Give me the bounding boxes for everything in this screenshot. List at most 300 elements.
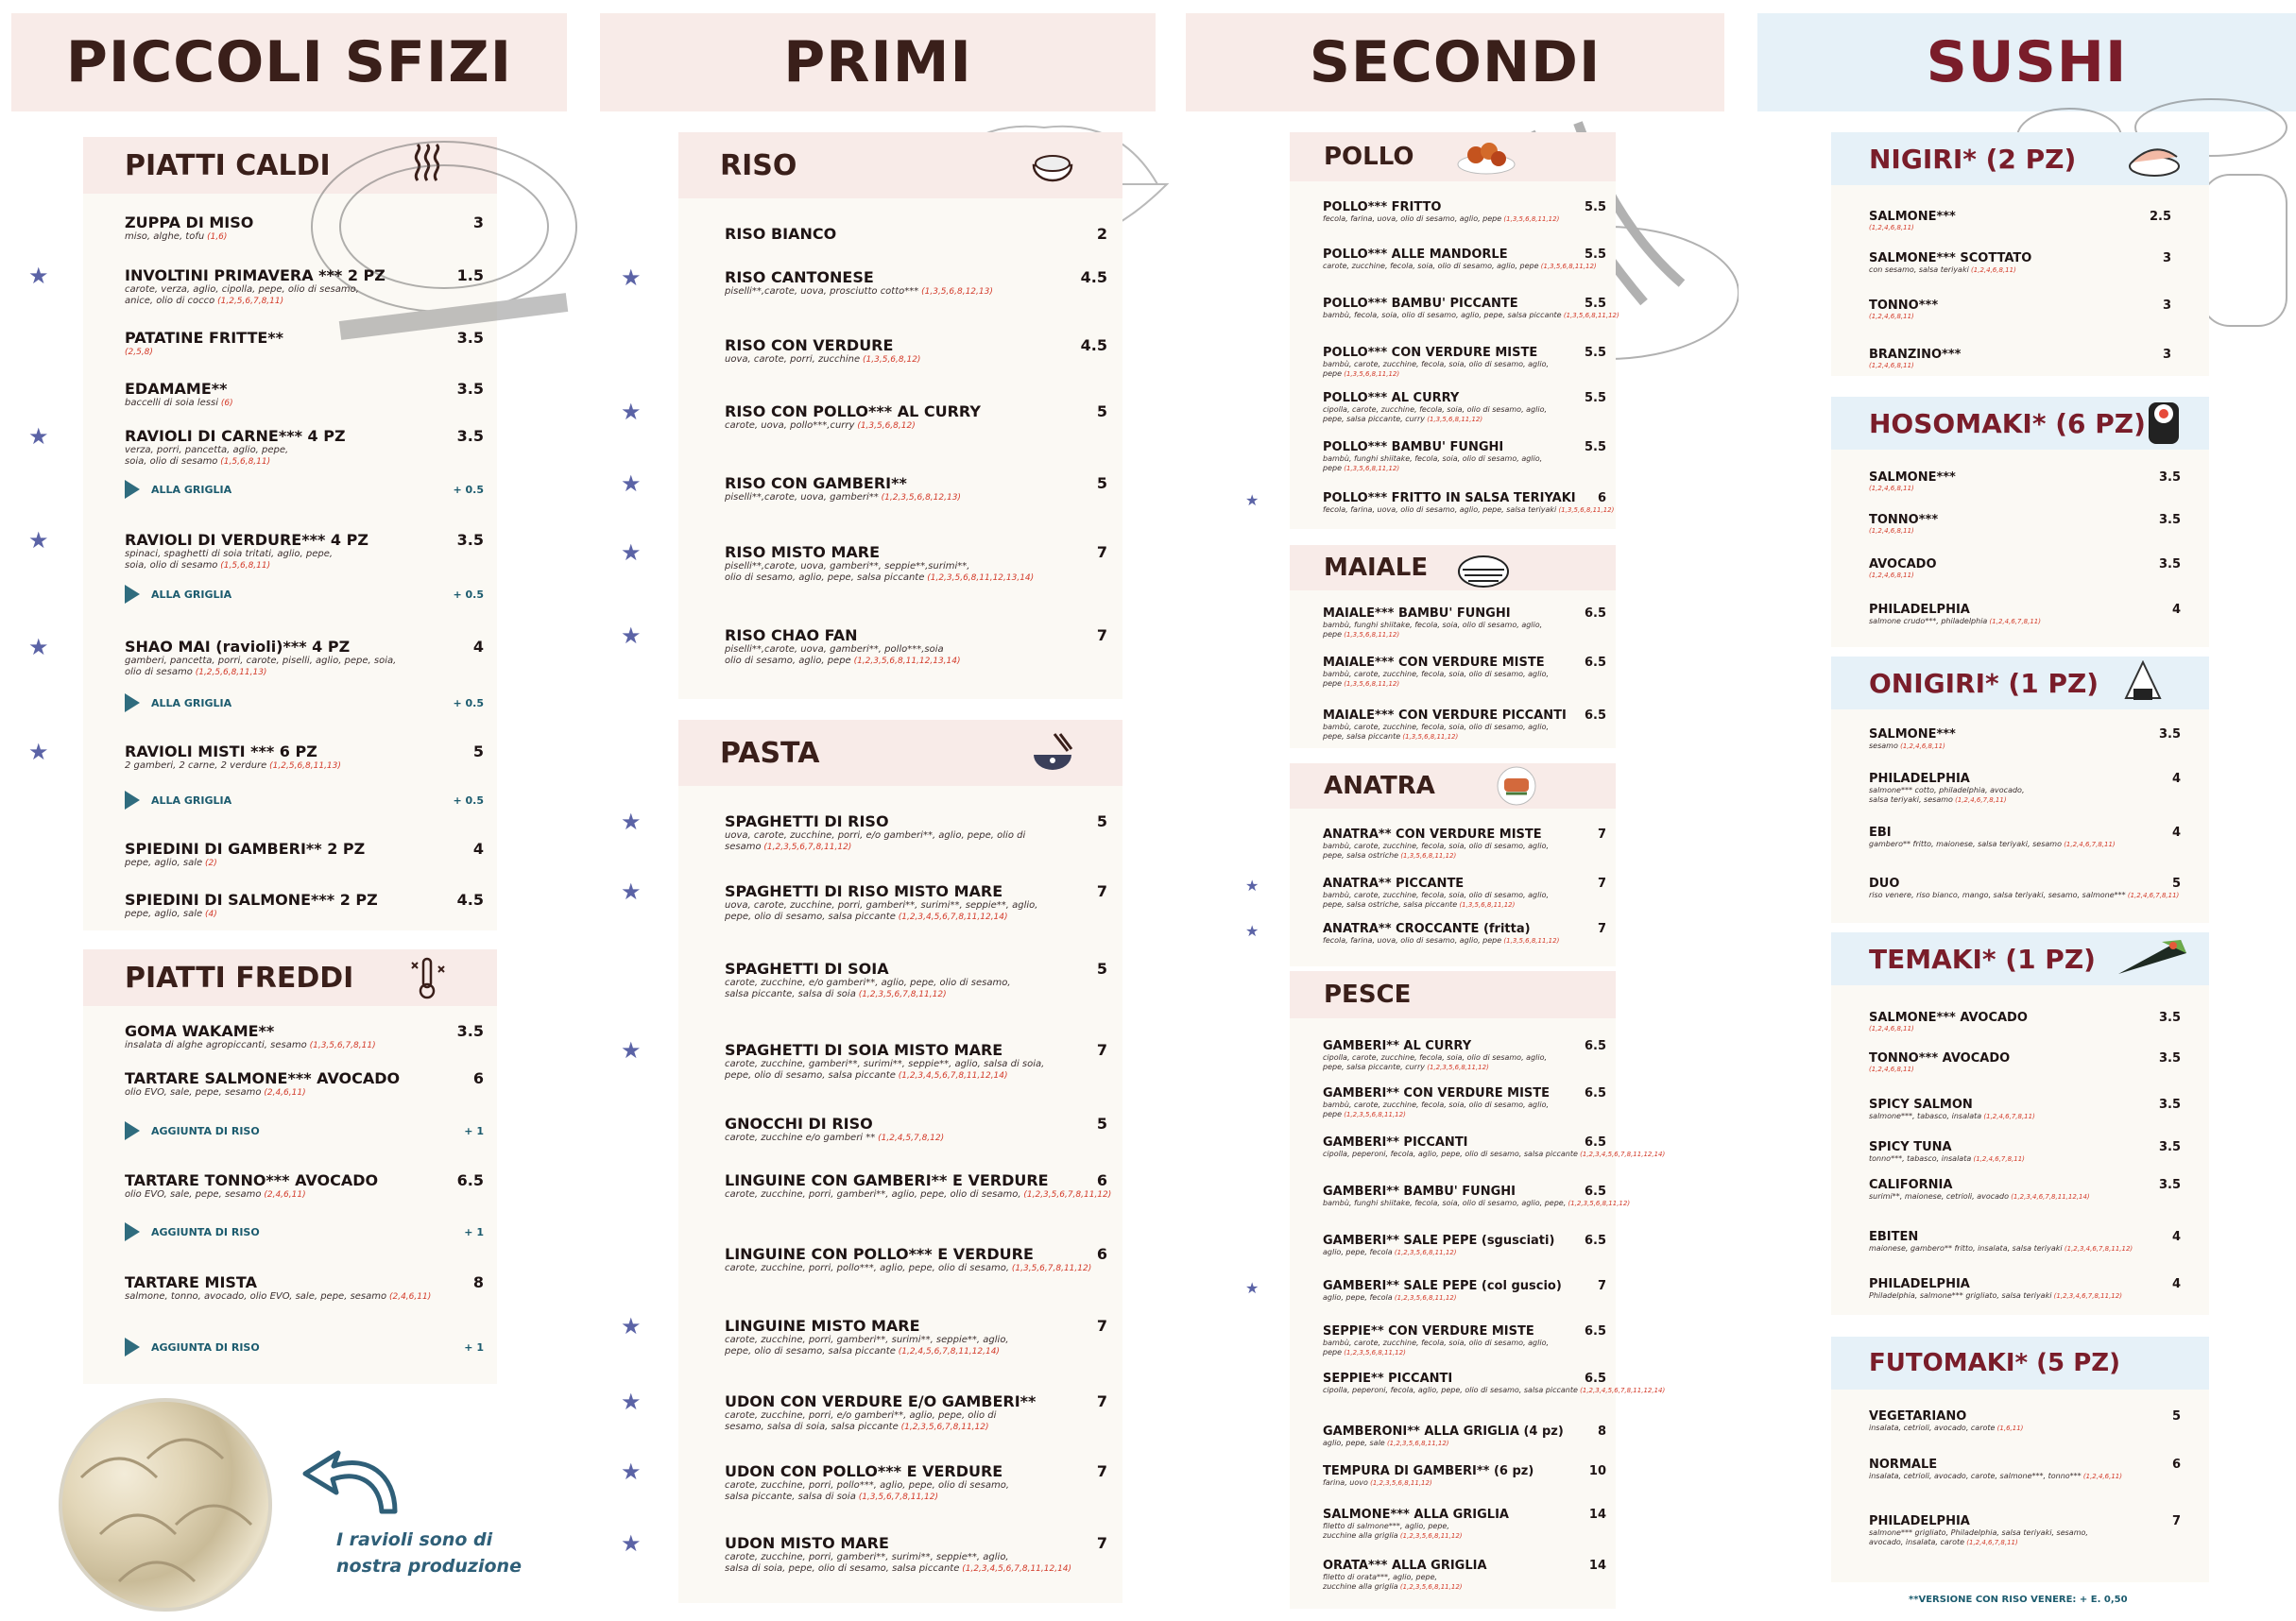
item-price: 6.5: [1584, 1372, 1606, 1386]
menu-item: [1323, 922, 1606, 946]
menu-item: [1323, 1372, 1666, 1395]
section-header-hosomaki: [1831, 397, 2209, 450]
item-description: carote, zucchine, fecola, soia, olio di sesamo, aglio, pepe (1,3,5,6,8,11,12): [1323, 262, 1597, 270]
section-header-pasta: [678, 720, 1122, 786]
item-allergens: (1,2,3,5,6,8,11,12): [1397, 1532, 1463, 1540]
item-price: 14: [1588, 1559, 1606, 1573]
item-price: 7: [1096, 1317, 1107, 1335]
item-price: 8: [472, 1273, 484, 1291]
column-title-sushi: SUSHI: [1757, 13, 2296, 111]
menu-item: [125, 329, 484, 358]
item-name: EDAMAME**: [125, 380, 228, 398]
item-name: SPIEDINI DI GAMBERI** 2 PZ: [125, 840, 366, 858]
menu-item: [725, 1317, 1107, 1357]
item-price: 3.5: [2158, 1011, 2181, 1025]
item-description: carote, zucchine, porri, pollo***, aglio, pepe, olio di sesamo, (1,3,5,6,7,8,11,12): [725, 1263, 1092, 1273]
favorite-star-icon: ★: [621, 1530, 642, 1557]
menu-item: [725, 1171, 1112, 1201]
item-description-line2: pepe (1,3,5,6,8,11,12): [1323, 369, 1400, 378]
item-description: piselli**,carote, uova, gamberi**, seppie**,surimi**,: [725, 561, 970, 572]
item-description-line2: zucchine alla griglia (1,2,3,5,6,8,11,12): [1323, 1531, 1463, 1540]
hosomaki-icon: [2145, 401, 2183, 446]
item-name: GNOCCHI DI RISO: [725, 1115, 873, 1133]
item-description-line2: pepe, salsa piccante (1,3,5,6,8,11,12): [1323, 732, 1459, 741]
extra-label: AGGIUNTA DI RISO: [151, 1340, 260, 1354]
extra-price: + 1: [464, 1341, 484, 1354]
item-name: PATATINE FRITTE**: [125, 329, 284, 347]
item-allergens: (1,2,3,5,6,8,11,12): [1392, 1249, 1457, 1256]
menu-item: [725, 1245, 1107, 1274]
favorite-star-icon: ★: [621, 1389, 642, 1415]
favorite-star-icon: ★: [1245, 491, 1259, 509]
menu-item: [1323, 606, 1606, 640]
item-description-line2: pepe (1,3,5,6,8,11,12): [1323, 630, 1400, 639]
item-description-line2: avocado, insalata, carote (1,2,4,6,7,8,11): [1869, 1538, 2018, 1546]
nigiri-icon: [2126, 136, 2183, 181]
item-allergens: (2,4,6,11): [261, 1190, 306, 1200]
item-description: aglio, pepe, fecola (1,2,3,5,6,8,11,12): [1323, 1248, 1457, 1256]
item-allergens: (1,6): [204, 232, 228, 242]
favorite-star-icon: ★: [621, 879, 642, 905]
rice-bowl-icon: [1030, 143, 1075, 188]
item-name: NORMALE: [1869, 1458, 1938, 1472]
favorite-star-icon: ★: [621, 399, 642, 425]
menu-item: [1323, 297, 1619, 320]
item-description: 2 gamberi, 2 carne, 2 verdure (1,2,5,6,8,11,13): [125, 760, 341, 771]
curved-arrow-icon: [300, 1445, 404, 1521]
item-description-line2: soia, olio di sesamo (1,5,6,8,11): [125, 456, 271, 467]
section-title: PIATTI FREDDI: [125, 961, 354, 995]
item-price: 6.5: [1584, 1086, 1606, 1101]
item-name: POLLO*** FRITTO: [1323, 200, 1442, 214]
item-name: CALIFORNIA: [1869, 1178, 1953, 1192]
extra-price: + 1: [464, 1125, 484, 1137]
menu-item: [1869, 348, 2171, 370]
item-allergens: (1,2,3,5,6,7,8,11,12): [898, 1423, 989, 1432]
menu-item: [725, 960, 1107, 1000]
item-description-line2: pepe (1,2,3,5,6,8,11,12): [1323, 1348, 1406, 1357]
item-price: 6.5: [1584, 606, 1606, 621]
item-price: 3.5: [2158, 1051, 2181, 1066]
item-name: UDON MISTO MARE: [725, 1534, 889, 1552]
item-allergens: (1,2,4,6,7,8,11): [2125, 892, 2180, 899]
menu-item: [1323, 1279, 1606, 1303]
section-header-pesce: [1290, 971, 1616, 1018]
item-description-line2: pepe, salsa piccante, curry (1,2,3,5,6,8,11,12): [1323, 1063, 1489, 1071]
column-title-piccoli-sfizi: PICCOLI SFIZI: [11, 13, 567, 111]
panel-temaki: [1831, 932, 2209, 1315]
favorite-star-icon: ★: [621, 1313, 642, 1339]
menu-item: [1869, 772, 2181, 805]
item-description-line2: sesamo (1,2,3,5,6,7,8,11,12): [725, 842, 852, 852]
menu-item: [1323, 491, 1615, 515]
item-description: piselli**,carote, uova, gamberi** (1,2,3,5,6,8,12,13): [725, 492, 961, 503]
item-price: 6.5: [1584, 1324, 1606, 1339]
item-price: 5: [1096, 960, 1107, 978]
section-title: TEMAKI* (1 PZ): [1869, 943, 2096, 975]
menu-item: [125, 213, 484, 243]
item-description: baccelli di soia lessi (6): [125, 398, 233, 408]
item-allergens: (1,3,5,6,7,8,11): [306, 1041, 376, 1050]
item-price: 3.5: [456, 329, 484, 347]
menu-item: [125, 531, 484, 572]
item-allergens: (1,2,4,6,7,8,11): [1981, 1113, 2035, 1120]
item-name: RISO CON POLLO*** AL CURRY: [725, 402, 981, 420]
item-name: POLLO*** FRITTO IN SALSA TERIYAKI: [1323, 491, 1576, 505]
menu-item: [1869, 603, 2181, 626]
item-allergens: (1,2,3,4,6,7,8,11,12): [2051, 1292, 2122, 1300]
item-description: carote, uova, pollo***,curry (1,3,5,6,8,12): [725, 420, 916, 431]
item-description: bambù, funghi shiitake, fecola, soia, olio di sesamo, aglio, pepe, (1,2,3,5,6,8,11,12): [1323, 1199, 1631, 1207]
item-name: ZUPPA DI MISO: [125, 213, 254, 231]
item-name: PHILADELPHIA: [1869, 603, 1970, 617]
item-name: RISO CHAO FAN: [725, 626, 858, 644]
item-description: bambù, carote, zucchine, fecola, soia, olio di sesamo, aglio,: [1323, 670, 1550, 678]
menu-item: [1869, 1098, 2181, 1121]
item-allergens: (1,2,5,6,8,11,13): [266, 761, 341, 771]
item-description: carote, zucchine e/o gamberi ** (1,2,4,5,7,8,12): [725, 1133, 945, 1143]
item-price: 3.5: [456, 1022, 484, 1040]
item-name: EBITEN: [1869, 1230, 1919, 1244]
item-name: TARTARE MISTA: [125, 1273, 257, 1291]
item-allergens: (1,3,5,6,8,11,12): [1425, 416, 1483, 423]
favorite-star-icon: ★: [1245, 1279, 1259, 1297]
item-allergens: (1,2,4,6,7,8,11): [1964, 1539, 2018, 1546]
item-allergens: (2,4,6,11): [386, 1292, 432, 1302]
menu-item: [725, 1115, 1107, 1144]
item-description: con sesamo, salsa teriyaki (1,2,4,6,8,11): [1869, 265, 2016, 274]
section-header-futomaki: [1831, 1337, 2209, 1390]
item-description: bambù, carote, zucchine, fecola, soia, olio di sesamo, aglio,: [1323, 723, 1550, 731]
item-description: aglio, pepe, sale (1,2,3,5,6,8,11,12): [1323, 1439, 1449, 1447]
item-description-line2: soia, olio di sesamo (1,5,6,8,11): [125, 560, 271, 571]
section-header-piatti-freddi: [83, 949, 497, 1006]
item-description: filetto di orata***, aglio, pepe,: [1323, 1573, 1438, 1581]
item-price: 7: [1096, 1041, 1107, 1059]
item-price: 5: [2171, 1409, 2181, 1424]
item-description: olio EVO, sale, pepe, sesamo (2,4,6,11): [125, 1189, 306, 1200]
footnote-riso-venere: **VERSIONE CON RISO VENERE: + E. 0,50: [1909, 1595, 2128, 1605]
item-price: 3.5: [456, 380, 484, 398]
item-price: 5.5: [1584, 346, 1606, 360]
item-description-line2: sesamo, salsa di soia, salsa piccante (1,2,3,5,6,7,8,11,12): [725, 1422, 989, 1432]
section-header-maiale: [1290, 545, 1616, 590]
item-allergens: (1,2,3,5,6,8,11,12): [1342, 1111, 1406, 1118]
grill-option: [125, 585, 231, 604]
item-description-line2: pepe, salsa ostriche (1,3,5,6,8,11,12): [1323, 851, 1457, 860]
item-price: 6.5: [1584, 656, 1606, 670]
menu-item: [125, 742, 484, 772]
item-description-line2: pepe, salsa piccante, curry (1,3,5,6,8,11,12): [1323, 415, 1483, 423]
item-price: 7: [1096, 1534, 1107, 1552]
item-price: 7: [1597, 1279, 1606, 1293]
favorite-star-icon: ★: [621, 809, 642, 835]
item-name: SALMONE*** AVOCADO: [1869, 1011, 2028, 1025]
item-allergens: (1,3,5,6,8,11,12): [1400, 733, 1459, 741]
item-price: 7: [1597, 922, 1606, 936]
menu-item: [1323, 828, 1606, 861]
item-description: bambù, carote, zucchine, fecola, soia, olio di sesamo, aglio,: [1323, 842, 1550, 850]
temaki-icon: [2115, 936, 2190, 981]
item-allergens: (1,2,3,4,5,6,7,8,11,12,14): [1577, 1387, 1666, 1394]
item-description: carote, verza, aglio, cipolla, pepe, olio di sesamo,: [125, 284, 359, 295]
item-allergens: (1,3,5,6,8,11,12): [1556, 506, 1615, 514]
item-name: LINGUINE MISTO MARE: [725, 1317, 920, 1335]
menu-item: [1323, 1425, 1606, 1448]
section-title: HOSOMAKI* (6 PZ): [1869, 407, 2146, 439]
item-name: RAVIOLI DI VERDURE*** 4 PZ: [125, 531, 368, 549]
onigiri-icon: [2124, 660, 2162, 706]
menu-item: [1869, 1409, 2181, 1433]
item-price: 4: [2171, 603, 2181, 617]
item-price: 5.5: [1584, 297, 1606, 311]
favorite-star-icon: ★: [1245, 922, 1259, 940]
item-price: 7: [1597, 877, 1606, 891]
item-description: bambù, carote, zucchine, fecola, soia, olio di sesamo, aglio,: [1323, 1339, 1550, 1347]
item-allergens: (1,2,5,6,7,8,11): [214, 297, 284, 306]
item-description: carote, zucchine, gamberi**, surimi**, seppie**, aglio, salsa di soia,: [725, 1059, 1045, 1069]
menu-item: [1869, 1458, 2181, 1481]
item-name: SPICY TUNA: [1869, 1140, 1952, 1154]
item-name: SHAO MAI (ravioli)*** 4 PZ: [125, 638, 351, 656]
item-name: TARTARE TONNO*** AVOCADO: [125, 1171, 379, 1189]
item-description: cipolla, carote, zucchine, fecola, soia, olio di sesamo, aglio,: [1323, 1053, 1548, 1062]
menu-item: [125, 1069, 484, 1099]
item-description-line2: salsa teriyaki, sesamo (1,2,4,6,7,8,11): [1869, 795, 2007, 804]
favorite-star-icon: ★: [28, 263, 49, 289]
item-name: SALMONE*** SCOTTATO: [1869, 251, 2032, 265]
noodle-bowl-icon: [1030, 730, 1075, 776]
item-allergens: (1,2,4,6,11): [2081, 1473, 2122, 1480]
extra-label: ALLA GRIGLIA: [151, 588, 232, 601]
menu-item: [1323, 1464, 1606, 1488]
item-allergens: (1,2,3,4,5,6,7,8,11,12,14): [1577, 1151, 1666, 1158]
item-name: GAMBERI** SALE PEPE (sgusciati): [1323, 1234, 1555, 1248]
item-description: surimi**, maionese, cetrioli, avocado (1,2,3,4,6,7,8,11,12,14): [1869, 1192, 2090, 1201]
item-description: salmone*** cotto, philadelphia, avocado,: [1869, 786, 2025, 794]
item-price: 3.5: [456, 427, 484, 445]
extra-price: + 0.5: [453, 697, 484, 709]
item-name: TONNO***: [1869, 513, 1939, 527]
item-allergens: (1,3,5,6,8,11,12): [1501, 937, 1560, 945]
extra-label: ALLA GRIGLIA: [151, 696, 232, 709]
item-price: 5.5: [1584, 440, 1606, 454]
menu-item: [1323, 1135, 1666, 1159]
item-description-line2: olio di sesamo (1,2,5,6,8,11,13): [125, 667, 267, 677]
item-description: aglio, pepe, fecola (1,2,3,5,6,8,11,12): [1323, 1293, 1457, 1302]
item-allergens: (1,3,5,6,7,8,11,12): [855, 1493, 938, 1502]
menu-item: [1323, 440, 1606, 473]
item-name: LINGUINE CON POLLO*** E VERDURE: [725, 1245, 1034, 1263]
menu-item: [725, 812, 1107, 853]
rice-option: [125, 1121, 260, 1140]
item-name: SPAGHETTI DI RISO MISTO MARE: [725, 882, 1003, 900]
item-description: carote, zucchine, porri, gamberi**, surimi**, seppie**, aglio,: [725, 1335, 1009, 1345]
favorite-star-icon: ★: [28, 423, 49, 450]
play-arrow-icon: [125, 1222, 140, 1241]
duck-dish-icon: [1493, 765, 1540, 807]
item-description: pepe, aglio, sale (2): [125, 858, 217, 868]
item-name: SPAGHETTI DI SOIA: [725, 960, 889, 978]
section-title: RISO: [720, 148, 797, 182]
item-price: 6: [1597, 491, 1606, 505]
ravioli-note-line2: nostra produzione: [336, 1556, 522, 1577]
item-description: gambero** fritto, maionese, salsa teriyaki, sesamo (1,2,4,6,7,8,11): [1869, 840, 2116, 848]
item-description: carote, zucchine, e/o gamberi**, aglio, pepe, olio di sesamo,: [725, 978, 1011, 988]
item-allergens: (1,2,3,4,5,6,7,8,11,12,14): [895, 913, 1008, 922]
item-allergens: (1,2,3,4,6,7,8,11,12,14): [2009, 1193, 2090, 1201]
item-allergens: (1,2,4,6,8,11): [1869, 1025, 1914, 1032]
item-name: UDON CON POLLO*** E VERDURE: [725, 1462, 1003, 1480]
item-description: miso, alghe, tofu (1,6): [125, 231, 228, 242]
menu-item: [1323, 708, 1606, 742]
menu-item: [725, 1041, 1107, 1082]
item-allergens: (1,2,3,5,6,8,11,12,13,14): [924, 573, 1035, 583]
item-description: carote, zucchine, porri, e/o gamberi**, aglio, pepe, olio di: [725, 1410, 997, 1421]
item-allergens: (1,3,5,6,8,11,12): [1501, 215, 1560, 223]
item-description: salmone*** grigliato, Philadelphia, salsa teriyaki, sesamo,: [1869, 1528, 2088, 1537]
item-description: salmone***, tabasco, insalata (1,2,4,6,7,8,11): [1869, 1112, 2035, 1120]
section-title: ONIGIRI* (1 PZ): [1869, 667, 2099, 699]
section-header-anatra: [1290, 763, 1616, 809]
item-name: TONNO*** AVOCADO: [1869, 1051, 2011, 1066]
item-name: PHILADELPHIA: [1869, 1514, 1970, 1528]
item-price: 3.5: [2158, 513, 2181, 527]
item-price: 2: [1096, 225, 1107, 243]
play-arrow-icon: [125, 1121, 140, 1140]
item-name: RISO MISTO MARE: [725, 543, 881, 561]
item-allergens: (1,2,4,6,8,11): [1869, 527, 1914, 535]
item-allergens: (1,2,4,6,8,11): [1869, 572, 1914, 579]
menu-item: [125, 638, 484, 678]
item-name: POLLO*** AL CURRY: [1323, 391, 1460, 405]
item-name: ANATRA** CROCCANTE (fritta): [1323, 922, 1531, 936]
item-price: 3.5: [2158, 1140, 2181, 1154]
item-description-line2: pepe (1,2,3,5,6,8,11,12): [1323, 1110, 1406, 1118]
menu-item: [725, 225, 1107, 243]
item-allergens: (1,2,3,5,6,8,11,12): [1392, 1294, 1457, 1302]
item-description-line2: zucchine alla griglia (1,2,3,5,6,8,11,12): [1323, 1582, 1463, 1591]
item-name: RISO CANTONESE: [725, 268, 874, 286]
item-price: 5.5: [1584, 200, 1606, 214]
item-description: uova, carote, porri, zucchine (1,3,5,6,8,12): [725, 354, 921, 365]
item-description: salmone crudo***, philadelphia (1,2,4,6,7,8,11): [1869, 617, 2041, 625]
item-price: 1.5: [456, 266, 484, 284]
menu-item: [125, 427, 484, 468]
item-description: bambù, funghi shiitake, fecola, soia, olio di sesamo, aglio,: [1323, 454, 1543, 463]
menu-item: [1869, 1230, 2181, 1254]
item-allergens: (1,2,3,5,6,8,12,13): [878, 493, 961, 503]
item-price: 5: [1096, 402, 1107, 420]
item-description: fecola, farina, uova, olio di sesamo, aglio, pepe (1,3,5,6,8,11,12): [1323, 214, 1560, 223]
item-allergens: (6): [217, 399, 233, 408]
item-description: piselli**,carote, uova, gamberi**, pollo***,soia: [725, 644, 944, 655]
item-name: MAIALE*** CON VERDURE MISTE: [1323, 656, 1545, 670]
fried-chicken-icon: [1455, 136, 1517, 178]
item-price: 3: [2162, 251, 2171, 265]
item-description: piselli**,carote, uova, prosciutto cotto*** (1,3,5,6,8,12,13): [725, 286, 993, 297]
item-allergens: (1,3,5,6,8,11,12): [1342, 370, 1400, 378]
menu-item: [125, 891, 484, 920]
section-title: POLLO: [1324, 143, 1414, 171]
extra-price: + 0.5: [453, 484, 484, 496]
item-allergens: (1,2,3,5,6,8,11,12): [1566, 1200, 1631, 1207]
menu-item: [1869, 557, 2181, 580]
item-description-line2: olio di sesamo, aglio, pepe (1,2,3,5,6,8,11,12,13,14): [725, 656, 961, 666]
item-description: carote, zucchine, porri, gamberi**, aglio, pepe, olio di sesamo, (1,2,3,5,6,7,8,11,12): [725, 1189, 1112, 1200]
item-description: uova, carote, zucchine, porri, gamberi**, surimi**, seppie**, aglio,: [725, 900, 1038, 911]
item-price: 7: [1096, 882, 1107, 900]
item-description: bambù, funghi shiitake, fecola, soia, olio di sesamo, aglio,: [1323, 621, 1543, 629]
item-allergens: (1,2,3,5,6,8,11,12): [1425, 1064, 1489, 1071]
item-price: 4.5: [456, 891, 484, 909]
grill-option: [125, 693, 231, 712]
item-description: insalata di alghe agropiccanti, sesamo (1,3,5,6,7,8,11): [125, 1040, 376, 1050]
play-arrow-icon: [125, 585, 140, 604]
column-title-secondi: SECONDI: [1186, 13, 1724, 111]
item-description: maionese, gambero** fritto, insalata, salsa teriyaki (1,2,3,4,6,7,8,11,12): [1869, 1244, 2133, 1253]
item-allergens: (2,4,6,11): [261, 1088, 306, 1098]
extra-price: + 0.5: [453, 794, 484, 807]
section-title: PASTA: [720, 736, 820, 770]
section-header-nigiri: [1831, 132, 2209, 185]
menu-item: [1869, 513, 2181, 536]
item-price: 4.5: [1080, 336, 1107, 354]
item-name: SALMONE***: [1869, 727, 1956, 742]
item-description: gamberi, pancetta, porri, carote, piselli, aglio, pepe, soia,: [125, 656, 397, 666]
section-header-riso: [678, 132, 1122, 198]
item-name: GAMBERI** BAMBU' FUNGHI: [1323, 1185, 1516, 1199]
item-allergens: (1,2,4,6,7,8,11): [1971, 1155, 2025, 1163]
item-name: INVOLTINI PRIMAVERA *** 2 PZ: [125, 266, 386, 284]
section-title: FUTOMAKI* (5 PZ): [1869, 1349, 2120, 1377]
item-description: cipolla, peperoni, fecola, aglio, pepe, olio di sesamo, salsa piccante (1,2,3,4,5,6,7,8,11,12,14): [1323, 1150, 1666, 1158]
item-allergens: (2): [202, 859, 217, 868]
menu-item: [1869, 1140, 2181, 1164]
menu-item: [725, 474, 1107, 503]
favorite-star-icon: ★: [28, 527, 49, 554]
menu-item: [1323, 346, 1606, 379]
item-name: RAVIOLI MISTI *** 6 PZ: [125, 742, 317, 760]
item-name: ANATRA** CON VERDURE MISTE: [1323, 828, 1542, 842]
item-price: 10: [1588, 1464, 1606, 1478]
menu-item: [1323, 1324, 1606, 1357]
item-name: TARTARE SALMONE*** AVOCADO: [125, 1069, 401, 1087]
item-price: 6: [2171, 1458, 2181, 1472]
item-name: MAIALE*** BAMBU' FUNGHI: [1323, 606, 1511, 621]
item-price: 5: [1096, 812, 1107, 830]
rice-option: [125, 1338, 260, 1357]
extra-price: + 0.5: [453, 589, 484, 601]
item-description: salmone, tonno, avocado, olio EVO, sale, pepe, sesamo (2,4,6,11): [125, 1291, 432, 1302]
item-name: RISO BIANCO: [725, 225, 837, 243]
item-price: 5: [1096, 474, 1107, 492]
bun-basket-icon: [1455, 547, 1512, 589]
item-price: 4: [2171, 772, 2181, 786]
menu-item: [725, 268, 1107, 298]
item-name: PHILADELPHIA: [1869, 772, 1970, 786]
item-name: LINGUINE CON GAMBERI** E VERDURE: [725, 1171, 1049, 1189]
item-price: 6.5: [1584, 1039, 1606, 1053]
menu-item: [125, 1022, 484, 1051]
item-description-line2: pepe, olio di sesamo, salsa piccante (1,2,4,5,6,7,8,11,12,14): [725, 1346, 1000, 1357]
item-price: 3: [2162, 299, 2171, 313]
item-allergens: (1,2,3,4,6,7,8,11,12): [2062, 1245, 2133, 1253]
item-allergens: (1,3,5,6,8,12): [854, 421, 916, 431]
menu-item: [1323, 200, 1606, 224]
play-arrow-icon: [125, 480, 140, 499]
item-name: RISO CON VERDURE: [725, 336, 894, 354]
